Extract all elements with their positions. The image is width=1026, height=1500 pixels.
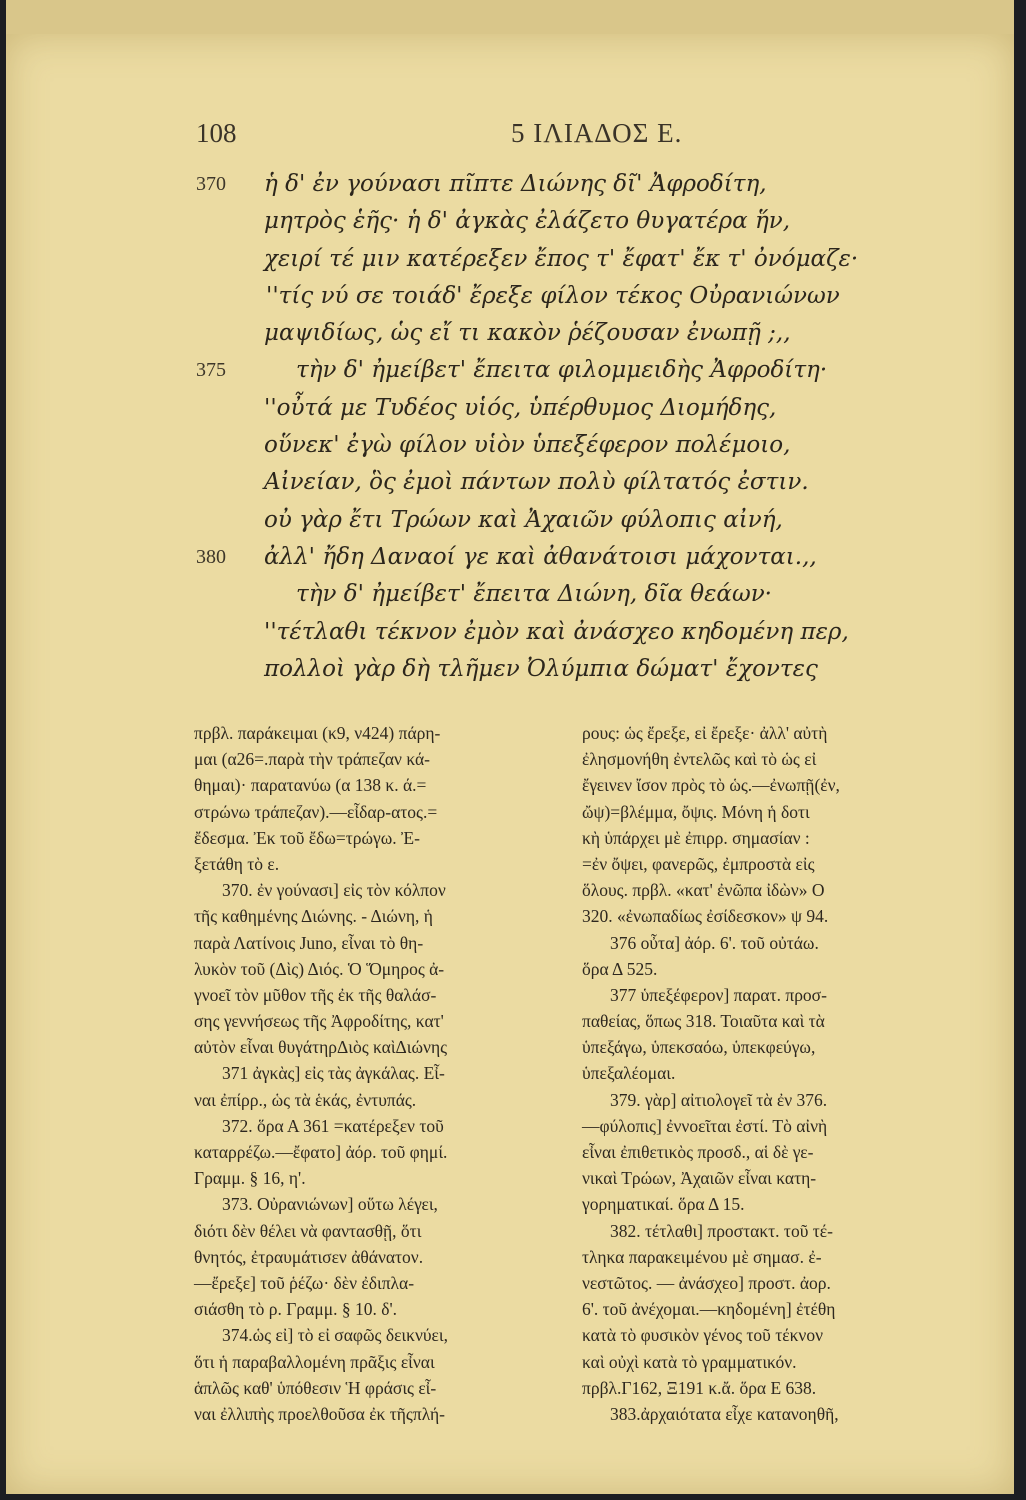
commentary-left-column — [194, 720, 569, 1427]
commentary-line: 376 οὖτα] ἀόρ. 6'. τοῦ οὐτάω. — [610, 932, 819, 953]
verse-number: 370 — [196, 173, 226, 195]
commentary-line: ἐλησμονήθη ἐντελῶς καὶ τὸ ὡς εἰ — [582, 749, 817, 770]
commentary-line: σιάσθη τὸ ρ. Γραμμ. § 10. δ'. — [194, 1299, 397, 1320]
commentary-line: =ἐν ὄψει, φανερῶς, ἐμπροστὰ εἰς — [582, 853, 815, 874]
verse-text: οὐ γὰρ ἔτι Τρώων καὶ Ἀχαιῶν φύλοπις αἰνή, — [264, 506, 783, 533]
commentary-line: πρβλ. παράκειμαι (κ9, ν424) πάρη- — [194, 723, 441, 743]
commentary-line: κατὰ τὸ φυσικὸν γένος τοῦ τέκνον — [582, 1325, 823, 1346]
verse-text: μητρὸς ἑῆς· ἡ δ' ἀγκὰς ἐλάζετο θυγατέρα ἥν, — [264, 208, 791, 235]
commentary-line: ὅτι ἡ παραβαλλομένη πρᾶξις εἶναι — [194, 1351, 435, 1372]
poem-text — [6, 166, 1014, 688]
verse-line — [6, 315, 1014, 352]
commentary-line: ὅρα Δ 525. — [582, 958, 658, 979]
commentary-line: καταρρέζω.—ἔφατο] ἀόρ. τοῦ φημί. — [194, 1142, 448, 1162]
page-header — [6, 118, 1014, 158]
commentary-line: νεστῶτος. — ἀνάσχεο] προστ. ἀορ. — [582, 1272, 831, 1293]
commentary-line: γνοεῖ τὸν μῦθον τῆς ἐκ τῆς θαλάσ- — [194, 984, 437, 1005]
commentary-line: τληκα παρακειμένου μὲ σημασ. ἐ- — [582, 1246, 822, 1267]
commentary-line: 383.ἀρχαιότατα εἶχε κατανοηθῆ, — [610, 1403, 839, 1424]
book-page — [6, 34, 1014, 1494]
commentary-line: λυκὸν τοῦ (Δὶς) Διός. Ὁ Ὅμηρος ἀ- — [194, 958, 445, 979]
verse-line — [6, 502, 1014, 539]
commentary-line: 382. τέτλαθι] προστακτ. τοῦ τέ- — [610, 1220, 833, 1241]
commentary-line: ἁπλῶς καθ' ὑπόθεσιν Ἡ φράσις εἶ- — [194, 1377, 437, 1398]
commentary-right-column — [582, 720, 957, 1427]
commentary-line: διότι δὲν θέλει νὰ φαντασθῇ, ὅτι — [194, 1220, 422, 1241]
commentary-line: ναι ἐπίρρ., ὡς τὰ ἑκάς, ἐντυπάς. — [194, 1089, 417, 1110]
commentary-line: ὅλους. πρβλ. «κατ' ἐνῶπα ἰδὼν» Ο — [582, 880, 825, 901]
commentary-line: 320. «ἐνωπαδίως ἐσίδεσκον» ψ 94. — [582, 906, 829, 927]
verse-line — [6, 352, 1014, 389]
commentary-line: τῆς καθημένης Διώνης. - Διώνη, ἡ — [194, 906, 433, 927]
commentary-line: θημαι)· παρατανύω (α 138 κ. ά.= — [194, 775, 427, 796]
verse-number: 380 — [196, 545, 226, 568]
verse-text: χειρί τέ μιν κατέρεξεν ἔπος τ' ἔφατ' ἔκ τ' ὀνόμαζε· — [264, 245, 859, 272]
commentary-line: 6'. τοῦ ἀνέχομαι.—κηδομένη] ἐτέθη — [582, 1299, 836, 1320]
commentary-line: 372. ὅρα Α 361 =κατέρεξεν τοῦ — [222, 1115, 444, 1136]
verse-line — [6, 614, 1014, 651]
commentary — [6, 720, 1014, 1424]
commentary-line: γορηματικαί. ὅρα Δ 15. — [582, 1194, 745, 1215]
verse-line — [6, 203, 1014, 240]
verse-text: ''οὖτά με Τυδέος υἱός, ὑπέρθυμος Διομήδης, — [264, 394, 777, 421]
verse-line — [6, 427, 1014, 464]
commentary-line: 374.ὡς εἰ] τὸ εἰ σαφῶς δεικνύει, — [222, 1325, 448, 1346]
verse-text: οὕνεκ' ἐγὼ φίλον υἱὸν ὑπεξέφερον πολέμοιο, — [264, 432, 791, 459]
commentary-line: κὴ ὑπάρχει μὲ ἐπιρρ. σημασίαν : — [582, 827, 810, 848]
commentary-line: 377 ὑπεξέφερον] παρατ. προσ- — [610, 984, 827, 1005]
commentary-line: νικαὶ Τρώων, Ἀχαιῶν εἶναι κατη- — [582, 1168, 817, 1189]
commentary-line: σης γεννήσεως τῆς Ἀφροδίτης, κατ' — [194, 1011, 444, 1032]
commentary-line: ὤψ)=βλέμμα, ὄψις. Μόνη ἡ δοτι — [582, 801, 810, 822]
commentary-line: θνητός, ἐτραυμάτισεν ἀθάνατον. — [194, 1246, 424, 1267]
verse-text: τὴν δ' ἠμείβετ' ἔπειτα φιλομμειδὴς Ἀφροδίτη· — [296, 357, 828, 384]
commentary-line: καὶ οὐχὶ κατὰ τὸ γραμματικόν. — [582, 1351, 797, 1372]
commentary-line: —φύλοπις] ἐννοεῖται ἐστί. Τὸ αἰνὴ — [582, 1115, 828, 1136]
verse-line — [6, 278, 1014, 315]
verse-line — [6, 390, 1014, 427]
commentary-line: ὑπεξαλέομαι. — [582, 1063, 676, 1084]
commentary-line: ρους: ὡς ἔρεξε, εἰ ἔρεξε· ἀλλ' αὐτὴ — [582, 723, 828, 743]
commentary-line: εἶναι ἐπιθετικὸς προσδ., αἱ δὲ γε- — [582, 1142, 814, 1162]
verse-text: πολλοὶ γὰρ δὴ τλῆμεν Ὀλύμπια δώματ' ἔχοντες — [264, 655, 818, 682]
commentary-line: μαι (α26=.παρὰ τὴν τράπεζαν κά- — [194, 749, 430, 770]
verse-line — [6, 539, 1014, 576]
commentary-line: 370. ἐν γούνασι] εἰς τὸν κόλπον — [222, 880, 446, 901]
page-number: 108 — [196, 118, 237, 148]
verse-line — [6, 464, 1014, 501]
commentary-line: αὐτὸν εἶναι θυγάτηρΔιὸς καὶΔιώνης — [194, 1037, 448, 1058]
commentary-line: παρὰ Λατίνοις Juno, εἶναι τὸ θη- — [194, 932, 424, 953]
page-top-edge — [6, 0, 1014, 34]
commentary-line: ὑπεξάγω, ὑπεκσαόω, ὑπεκφεύγω, — [582, 1037, 816, 1058]
commentary-line: 371 ἀγκὰς] εἰς τὰς ἀγκάλας. Εἶ- — [222, 1063, 445, 1084]
verse-line — [6, 651, 1014, 688]
verse-line — [6, 241, 1014, 278]
verse-line — [6, 576, 1014, 613]
verse-text: ἀλλ' ἤδη Δαναοί γε καὶ ἀθανάτοισι μάχονται.,, — [264, 543, 817, 570]
verse-text: ''τέτλαθι τέκνον ἐμὸν καὶ ἀνάσχεο κηδομένη περ, — [264, 618, 849, 645]
verse-text: Αἰνείαν, ὃς ἐμοὶ πάντων πολὺ φίλτατός ἐστιν. — [264, 469, 809, 496]
commentary-line: παθείας, ὅπως 318. Τοιαῦτα καὶ τὰ — [582, 1011, 825, 1032]
commentary-line: ξετάθη τὸ ε. — [194, 853, 280, 874]
commentary-line: στρώνω τράπεζαν).—εἶδαρ-ατος.= — [194, 801, 438, 822]
commentary-line: πρβλ.Γ162, Ξ191 κ.ἄ. ὅρα Ε 638. — [582, 1377, 817, 1398]
verse-text: μαψιδίως, ὡς εἴ τι κακὸν ῥέζουσαν ἐνωπῇ ;,, — [264, 320, 791, 347]
commentary-line: 373. Οὐρανιώνων] οὕτω λέγει, — [222, 1194, 438, 1215]
commentary-line: Γραμμ. § 16, η'. — [194, 1168, 306, 1189]
verse-number: 375 — [196, 359, 226, 382]
verse-text: ''τίς νύ σε τοιάδ' ἔρεξε φίλον τέκος Οὐρανιώνων — [266, 282, 840, 309]
commentary-line: ἔδεσμα. Ἐκ τοῦ ἔδω=τρώγω. Ἐ- — [194, 827, 420, 848]
verse-line — [6, 166, 1014, 203]
commentary-line: —ἔρεξε] τοῦ ῥέζω· δὲν ἐδιπλα- — [194, 1272, 415, 1293]
verse-text: ἡ δ' ἐν γούνασι πῖπτε Διώνης δῖ' Ἀφροδίτη, — [264, 171, 767, 197]
verse-text: τὴν δ' ἠμείβετ' ἔπειτα Διώνη, δῖα θεάων· — [296, 581, 772, 608]
commentary-line: ἔγεινεν ἴσον πρὸς τὸ ὡς.—ἐνωπῇ(ἐν, — [582, 775, 840, 796]
commentary-line: 379. γὰρ] αἰτιολογεῖ τὰ ἐν 376. — [610, 1089, 828, 1110]
commentary-line: ναι ἐλλιπὴς προελθοῦσα ἐκ τῆςπλή- — [194, 1403, 445, 1424]
running-head: 5 ΙΛΙΑΔΟΣ Ε. — [511, 118, 683, 148]
